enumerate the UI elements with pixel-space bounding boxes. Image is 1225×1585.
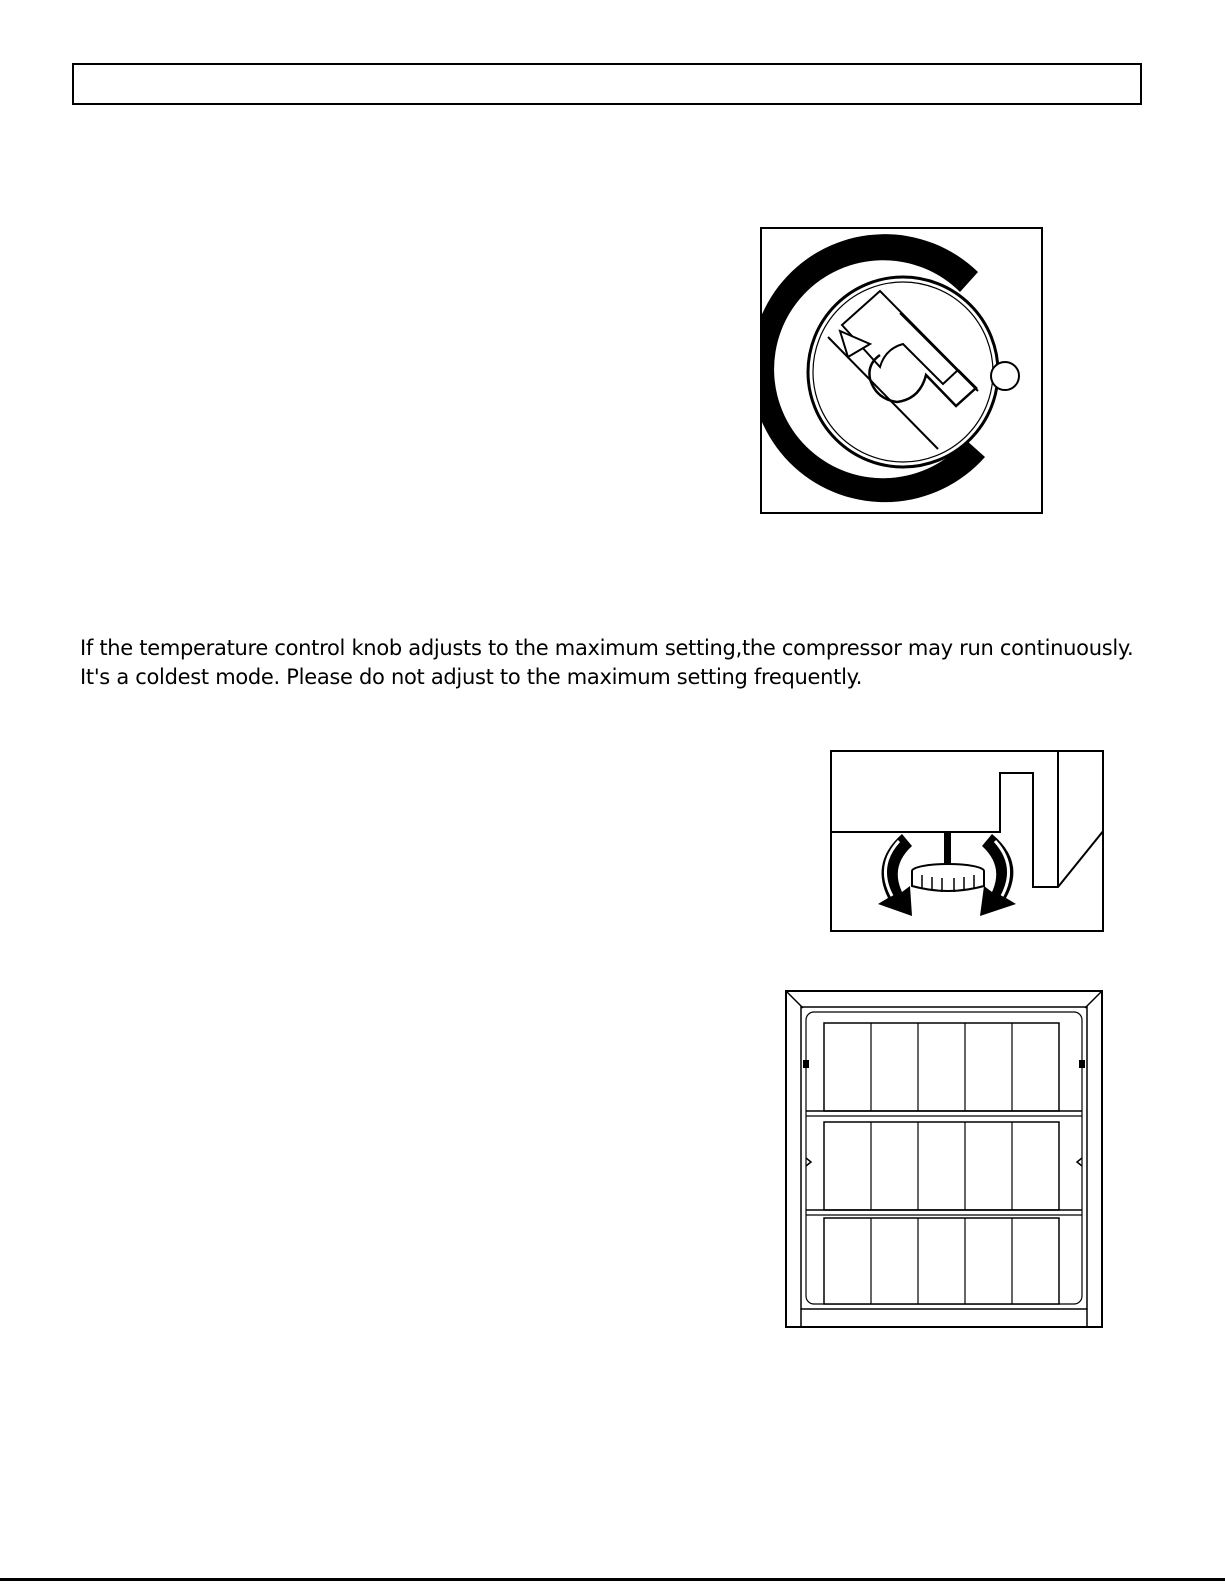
shelves-illustration [785,990,1103,1328]
leveling-leg-illustration [830,750,1104,932]
shelf-row-bottom [824,1218,1059,1304]
leveling-foot-body [912,871,984,891]
leveling-leg-figure [830,750,1104,932]
notice-line-1: If the temperature control knob adjusts to the maximum setting,the compressor may run continuously. [80,636,1134,660]
header-box [72,63,1142,105]
dial-outer-ring [808,277,998,467]
notice-line-2: It's a coldest mode. Please do not adjust to the maximum setting frequently. [80,665,863,689]
footer-rule [0,1578,1225,1581]
indicator-dot [991,362,1019,390]
shelves-figure [785,990,1103,1328]
temperature-knob-illustration [760,227,1043,514]
shelf-row-top [824,1023,1059,1111]
shelf-row-middle [824,1122,1059,1210]
leg-frame [831,751,1103,931]
temperature-knob-figure [760,227,1043,514]
notice-text [80,634,1200,692]
